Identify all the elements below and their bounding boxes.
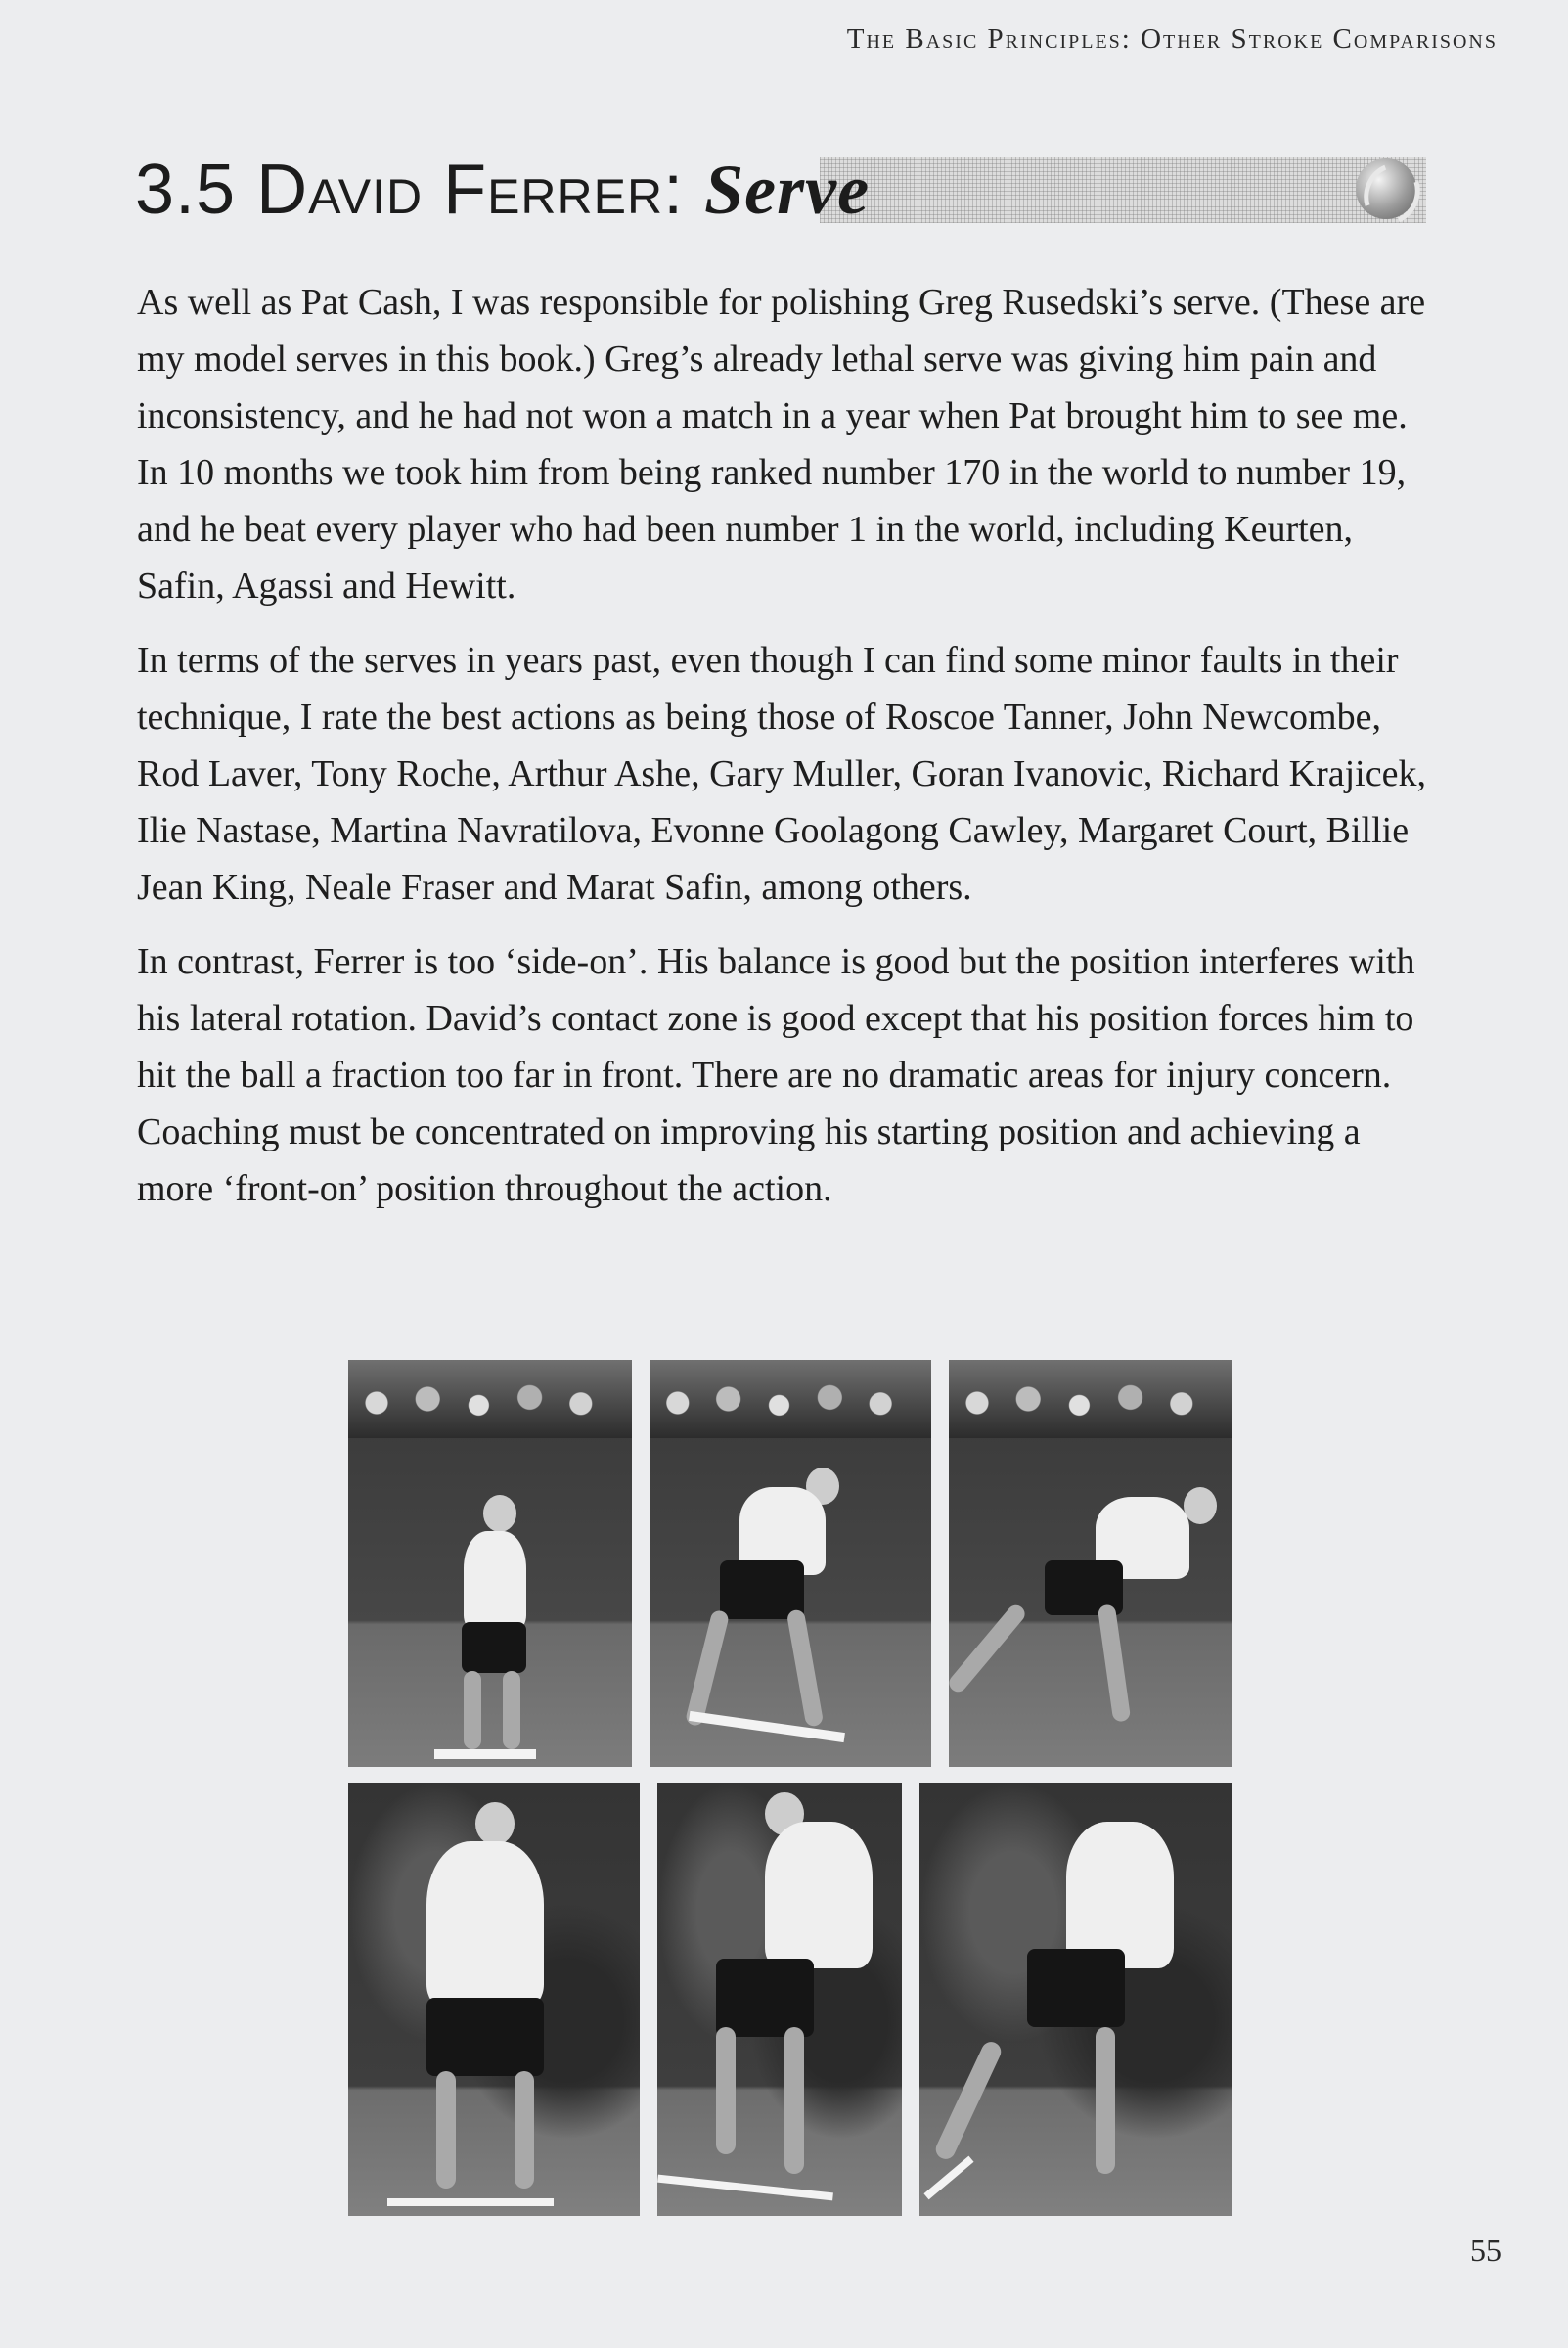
serve-photo-6 <box>919 1783 1232 2216</box>
serve-photo-2 <box>650 1360 931 1767</box>
running-header: The Basic Principles: Other Stroke Comparisons <box>846 23 1498 55</box>
section-number-and-name: 3.5 David Ferrer: <box>135 151 685 229</box>
serve-photo-4 <box>348 1783 640 2216</box>
paragraph-2: In terms of the serves in years past, even though I can find some minor faults in their technique, I rate the best actions as being those of Roscoe Tanner, John Newcombe, Rod Laver, Tony Roche, Arthur Ashe, Gary Muller, Goran Ivanovic, Richard Krajicek, Ilie Nastase, Martina Navratilova, Evonne Goolagong Cawley, Margaret Court, Billie Jean King, Neale Fraser and Marat Safin, among others. <box>137 640 1426 908</box>
section-title-bar <box>135 145 1426 235</box>
serve-sequence-photos <box>348 1360 1232 2216</box>
tennis-ball-icon <box>1356 158 1416 219</box>
section-title <box>135 145 870 235</box>
page-number: 55 <box>1470 2233 1501 2268</box>
paragraph-1: As well as Pat Cash, I was responsible for polishing Greg Rusedski’s serve. (These are my model serves in this book.) Greg’s already lethal serve was giving him pain and inconsistency, and he had not won a match in a year when Pat brought him to see me. In 10 months we took him from being ranked number 170 in the world to number 19, and he beat every player who had been number 1 in the world, including Keurten, Safin, Agassi and Hewitt. <box>137 282 1426 607</box>
body-text <box>137 274 1438 1235</box>
section-subject: Serve <box>704 151 871 229</box>
title-pattern-decoration <box>820 157 1426 223</box>
serve-photo-5 <box>657 1783 902 2216</box>
serve-photo-3 <box>949 1360 1232 1767</box>
serve-photo-1 <box>348 1360 632 1767</box>
paragraph-3: In contrast, Ferrer is too ‘side-on’. His balance is good but the position interferes with his lateral rotation. David’s contact zone is good except that his position forces him to hit the ball a fraction too far in front. There are no dramatic areas for injury concern. Coaching must be concentrated on improving his starting position and achieving a more ‘front-on’ position throughout the action. <box>137 941 1415 1209</box>
